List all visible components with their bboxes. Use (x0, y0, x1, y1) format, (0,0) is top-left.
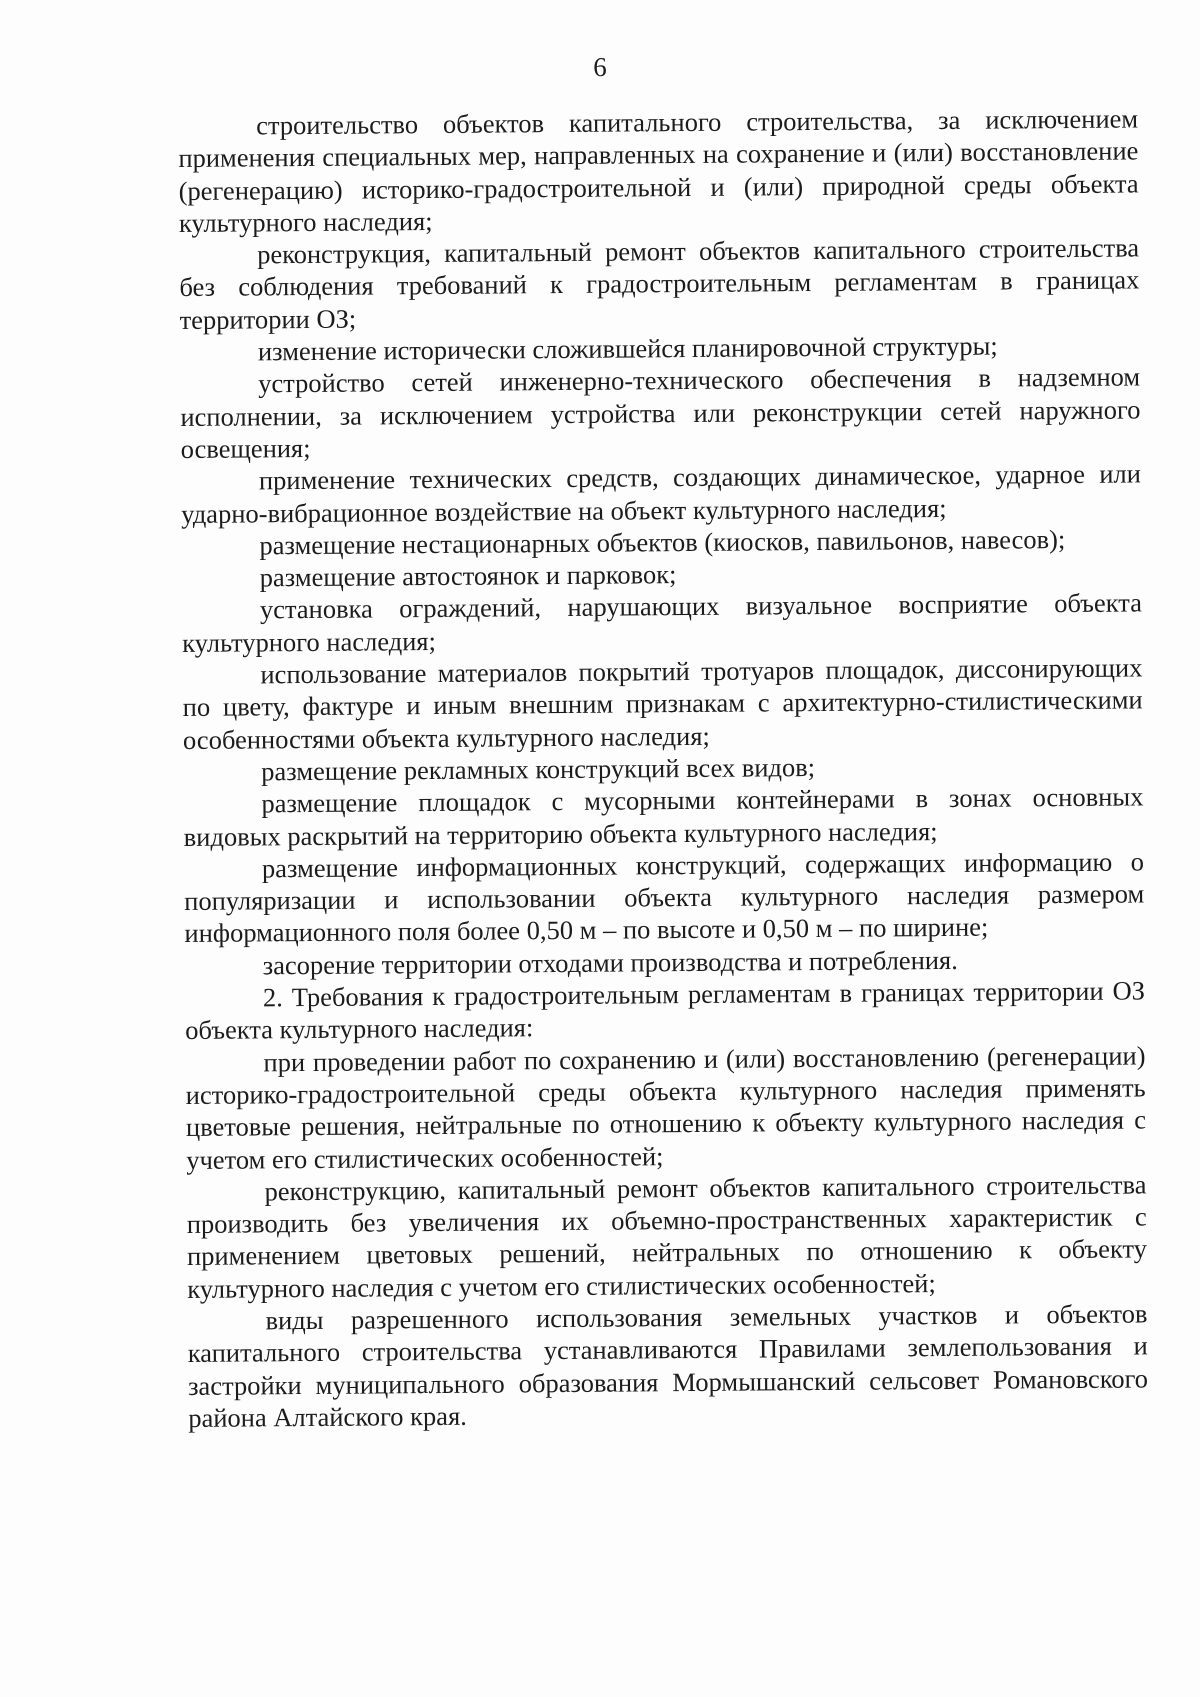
paragraph-2: реконструкция, капитальный ремонт объектов капитального строительства без соблюдения требований к градостроительным регламентам в границах территории ОЗ; (179, 232, 1140, 335)
paragraph-1: строительство объектов капитального строительства, за исключением применения специальных мер, направленных на сохранение и (или) восстановление (регенерацию) историко-градостроительной и (или) природной среды объекта культурного наследия; (178, 103, 1139, 238)
paragraph-9: использование материалов покрытий тротуаров площадок, диссонирующих по цвету, фактуре и иным внешним признакам с архитектурно-стилистическими особенностями объекта культурного наследия; (182, 652, 1143, 755)
paragraph-11: размещение площадок с мусорными контейнерами в зонах основных видовых раскрытий на территорию объекта культурного наследия; (183, 781, 1144, 852)
paragraph-6: размещение нестационарных объектов (киосков, павильонов, навесов); (259, 523, 1066, 561)
paragraph-17: виды разрешенного использования земельных участков и объектов капитального строительства устанавливаются Правилами землепользования и застройки муниципального образования Мормышанский сельсовет Романовского района Алтайского края. (187, 1298, 1149, 1433)
paragraph-12: размещение информационных конструкций, содержащих информацию о популяризации и использовании объекта культурного наследия размером информационного поля более 0,50 м – по высоте и 0,50 м – по ширине; (184, 846, 1145, 949)
paragraph-10: размещение рекламных конструкций всех видов; (261, 751, 816, 787)
paragraph-5: применение технических средств, создающих динамическое, ударное или ударно-вибрационное воздействие на объект культурного наследия; (181, 458, 1142, 529)
paragraph-15: при проведении работ по сохранению и (или) восстановлению (регенерации) историко-градостроительной среды объекта культурного наследия применять цветовые решения, нейтральные по отношению к объекту культурного наследия с учетом его стилистических особенностей; (185, 1040, 1147, 1175)
paragraph-13: засорение территории отходами производства и потребления. (262, 944, 958, 981)
document-body (178, 102, 1148, 1434)
section-2-heading: 2. Требования к градостроительным регламентам в границах территории ОЗ объекта культурного наследия: (185, 975, 1146, 1046)
paragraph-4: устройство сетей инженерно-технического обеспечения в надземном исполнении, за исключением устройства или реконструкции сетей наружного освещения; (180, 361, 1141, 464)
page-number: 6 (593, 52, 607, 82)
paragraph-16: реконструкцию, капитальный ремонт объектов капитального строительства производить без увеличения их объемно-пространственных характеристик с применением цветовых решений, нейтральных по отношению к объекту культурного наследия с учетом его стилистических особенностей; (186, 1169, 1148, 1304)
paragraph-3: изменение исторически сложившейся планировочной структуры; (257, 330, 998, 367)
paragraph-7: размещение автостоянок и парковок; (259, 559, 677, 593)
paragraph-8: установка ограждений, нарушающих визуальное восприятие объекта культурного наследия; (182, 587, 1143, 658)
